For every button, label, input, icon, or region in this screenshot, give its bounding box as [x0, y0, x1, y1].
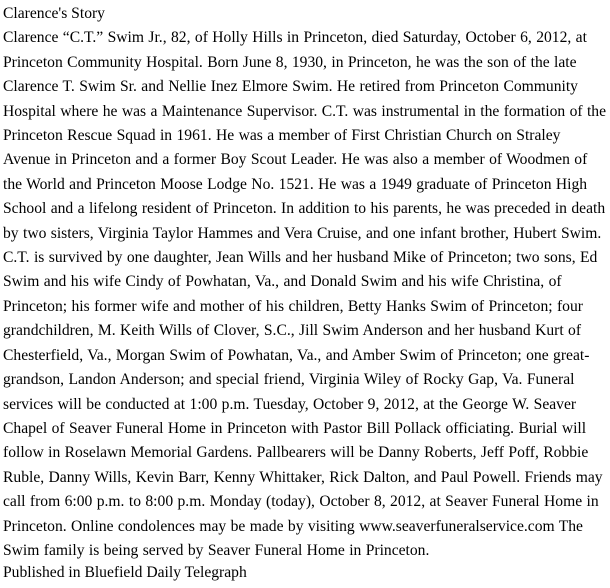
- published-in-line: Published in Bluefield Daily Telegraph: [3, 564, 247, 582]
- obituary-body-text: Clarence “C.T.” Swim Jr., 82, of Holly Hills in Princeton, died Saturday, October 6, 2012, at Princeton Community Hospital. Born June 8, 1930, in Princeton, he was the son of the late Clarence T. Swim Sr. and Nellie Inez Elmore Swim. He retired from Princeton Community Hospital where he was a Maintenance Supervisor. C.T. was instrumental in the formation of the Princeton Rescue Squad in 1961. He was a member of First Christian Church on Straley Avenue in Princeton and a former Boy Scout Leader. He was also a member of Woodmen of the World and Princeton Moose Lodge No. 1521. He was a 1949 graduate of Princeton High School and a lifelong resident of Princeton. In addition to his parents, he was preceded in death by two sisters, Virginia Taylor Hammes and Vera Cruise, and one infant brother, Hubert Swim. C.T. is survived by one daughter, Jean Wills and her husband Mike of Princeton; two sons, Ed Swim and his wife Cindy of Powhatan, Va., and Donald Swim and his wife Christina, of Princeton; his former wife and mother of his children, Betty Hanks Swim of Princeton; four grandchildren, M. Keith Wills of Clover, S.C., Jill Swim Anderson and her husband Kurt of Chesterfield, Va., Morgan Swim of Powhatan, Va., and Amber Swim of Princeton; one great-grandson, Landon Anderson; and special friend, Virginia Wiley of Rocky Gap, Va. Funeral services will be conducted at 1:00 p.m. Tuesday, October 9, 2012, at the George W. Seaver Chapel of Seaver Funeral Home in Princeton with Pastor Bill Pollack officiating. Burial will follow in Roselawn Memorial Gardens. Pallbearers will be Danny Roberts, Jeff Poff, Robbie Ruble, Danny Wills, Kevin Barr, Kenny Whittaker, Rick Dalton, and Paul Powell. Friends may call from 6:00 p.m. to 8:00 p.m. Monday (today), October 8, 2012, at Seaver Funeral Home in Princeton. Online condolences may be made by visiting www.seaverfuneralservice.com The Swim family is being served by Seaver Funeral Home in Princeton.: [3, 29, 607, 559]
- obituary-title: Clarence's Story: [3, 5, 105, 22]
